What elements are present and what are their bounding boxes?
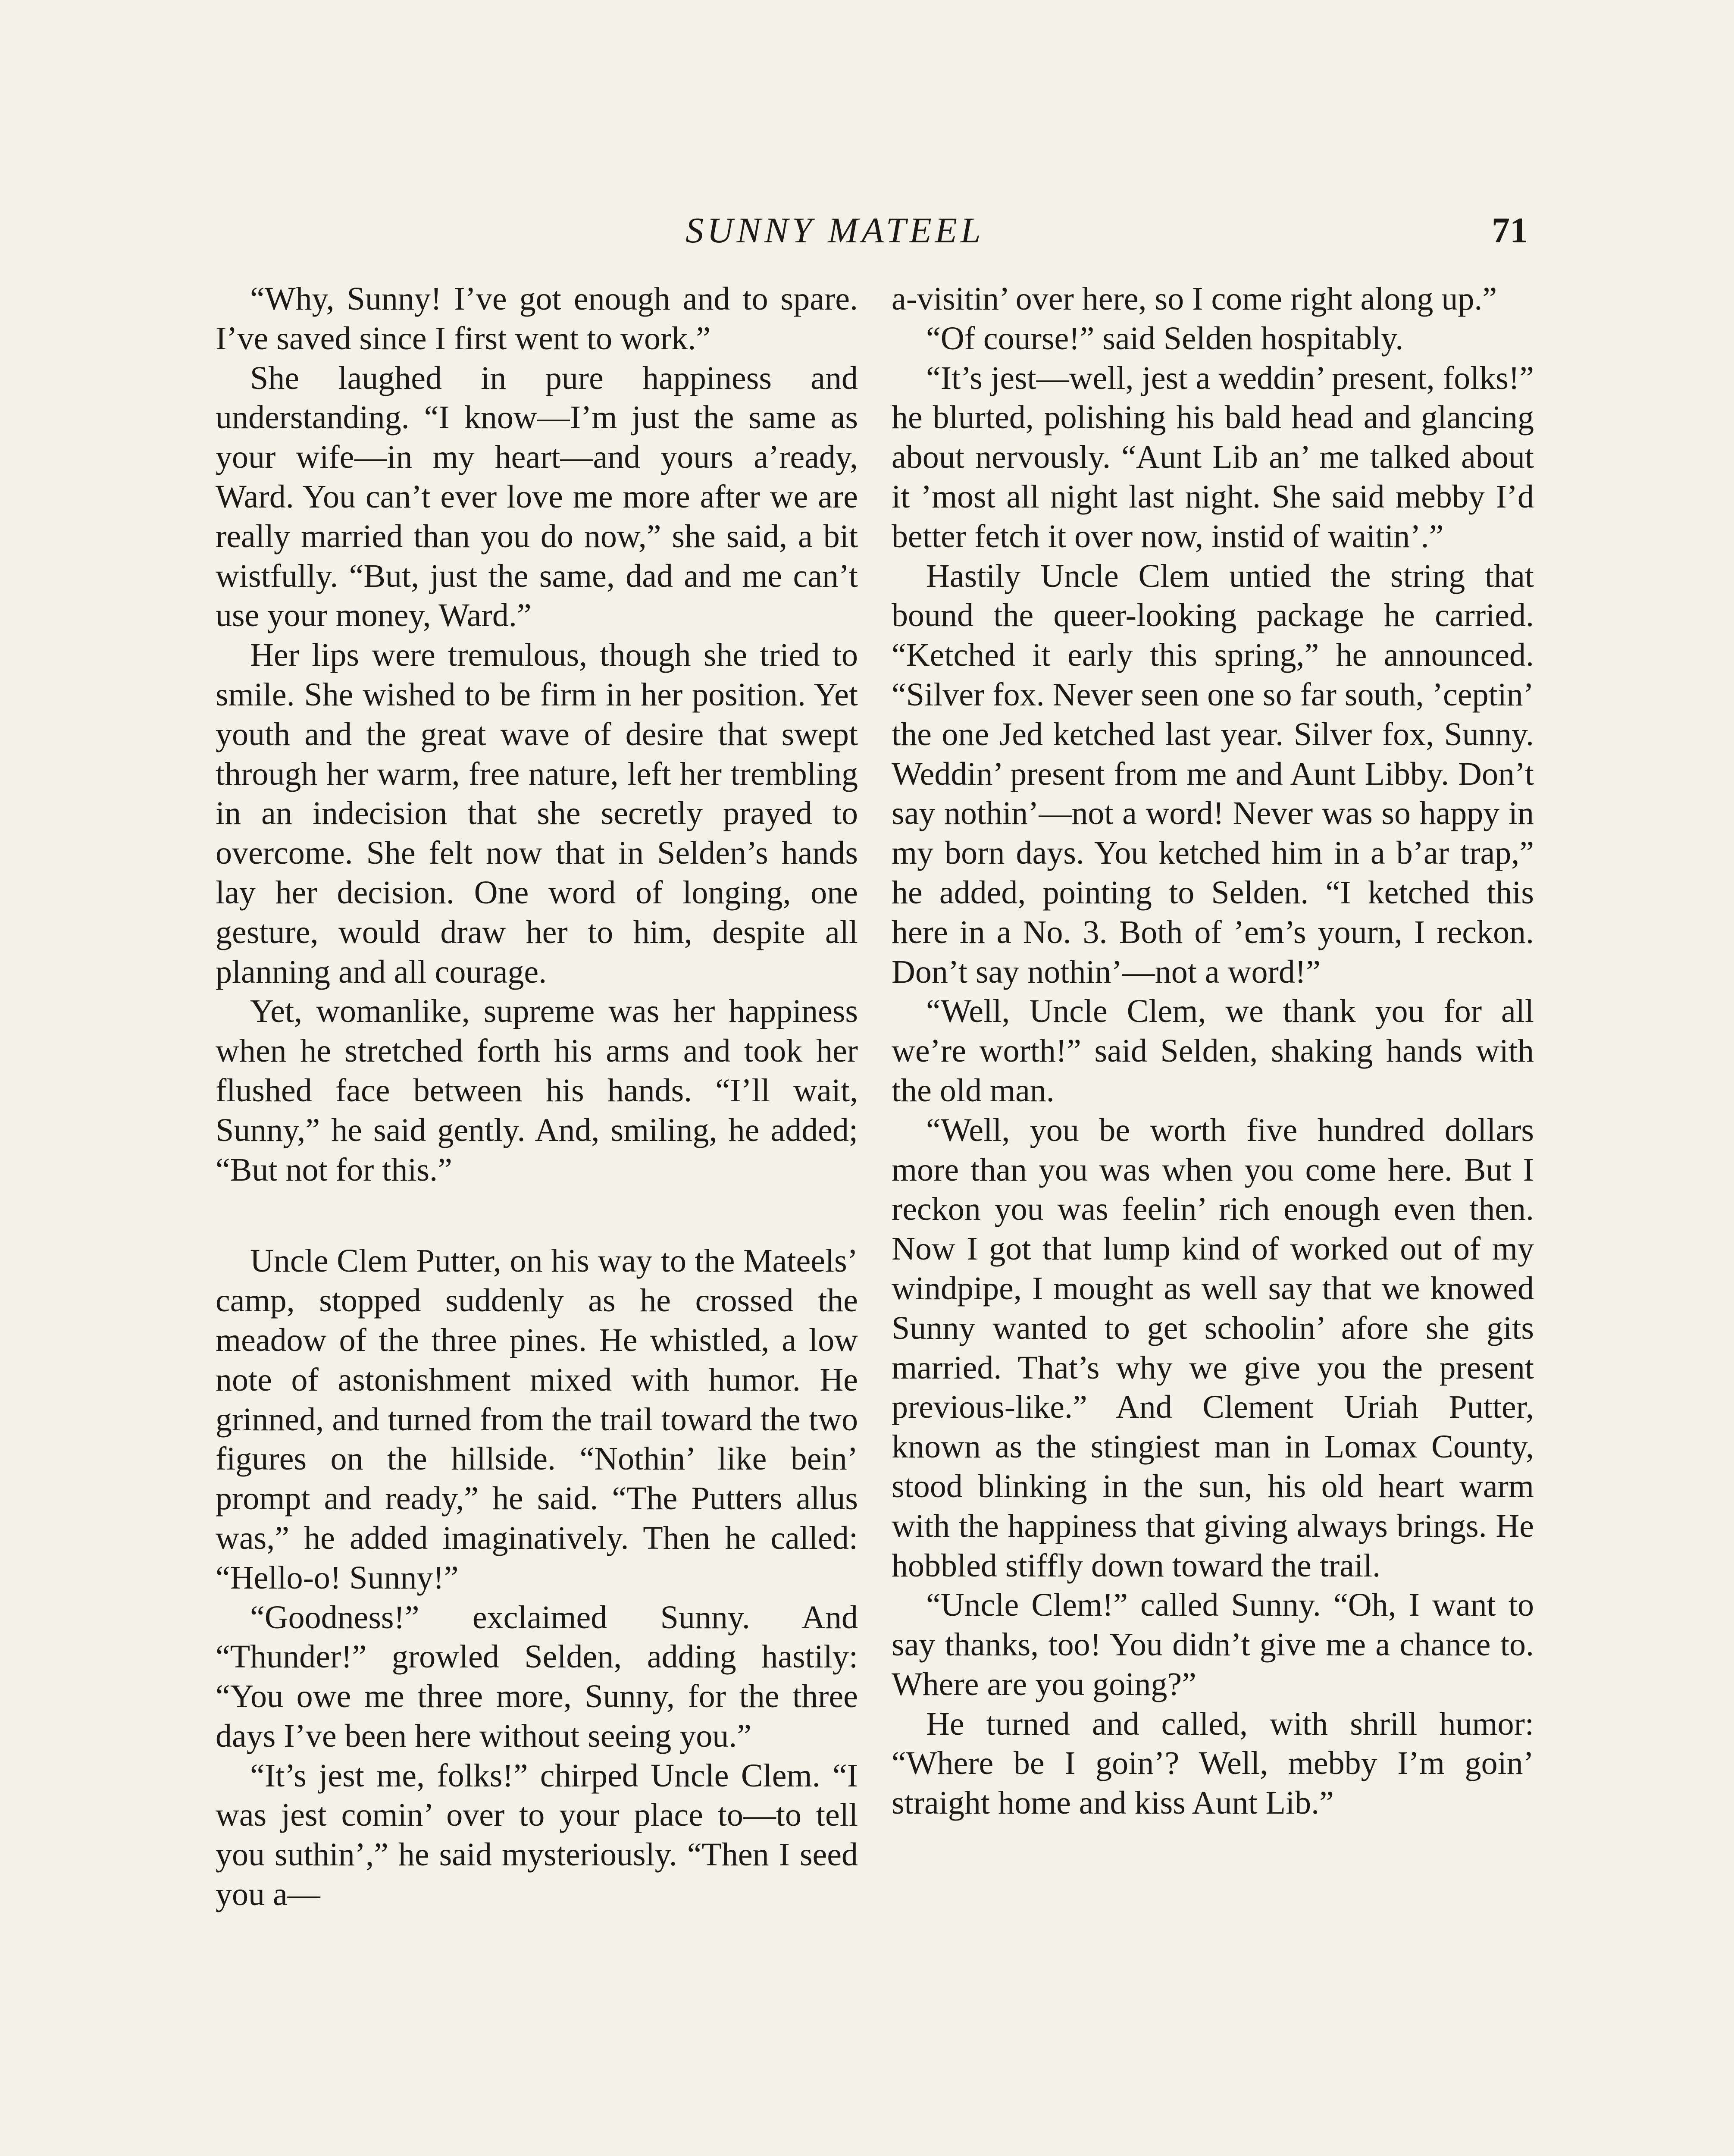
paragraph: “Well, you be worth five hundred dollars more than you was when you come here. But I reckon you was feelin’ rich enough even then. Now I got that lump kind of worked out of my windpipe, I mought as well say that we knowed Sunny wanted to get schoolin’ afore she gits married. That’s why we give you the present previous-like.” And Clement Uriah Putter, known as the stingiest man in Lomax County, stood blinking in the sun, his old heart warm with the happiness that giving always brings. He hobbled stiffly down toward the trail. xyxy=(892,1112,1534,1584)
paragraph: a-visitin’ over here, so I come right along up.” xyxy=(892,281,1497,317)
paragraph: “Uncle Clem!” called Sunny. “Oh, I want to say thanks, too! You didn’t give me a chance to. Where are you going?” xyxy=(892,1587,1534,1702)
paragraph: “It’s jest—well, jest a weddin’ present, folks!” he blurted, polishing his bald head and glancing about nervously. “Aunt Lib an’ me talked about it ’most all night last night. She said mebby I’d better fetch it over now, instid of waitin’.” xyxy=(892,360,1534,555)
left-column xyxy=(216,279,858,1915)
paragraph: Hastily Uncle Clem untied the string that bound the queer-looking package he carried. “Ketched it early this spring,” he announced. “Silver fox. Never seen one so far south, ’ceptin’ the one Jed ketched last year. Silver fox, Sunny. Weddin’ present from me and Aunt Libby. Don’t say nothin’—not a word! Never was so happy in my born days. You ketched him in a b’ar trap,” he added, pointing to Selden. “I ketched this here in a No. 3. Both of ’em’s yourn, I reckon. Don’t say nothin’—not a word!” xyxy=(892,558,1534,990)
paragraph: Uncle Clem Putter, on his way to the Mateels’ camp, stopped suddenly as he crossed the meadow of the three pines. He whistled, a low note of astonishment mixed with humor. He grinned, and turned from the trail toward the two figures on the hillside. “Nothin’ like bein’ prompt and ready,” he said. “The Putters allus was,” he added imaginatively. Then he called: “Hello-o! Sunny!” xyxy=(216,1243,858,1596)
paragraph: Yet, womanlike, supreme was her happiness when he stretched forth his arms and took her flushed face between his hands. “I’ll wait, Sunny,” he said gently. And, smiling, he added; “But not for this.” xyxy=(216,993,858,1188)
right-column xyxy=(892,279,1534,1823)
running-title: SUNNY MATEEL xyxy=(685,210,984,251)
paragraph: “Of course!” said Selden hospitably. xyxy=(926,320,1404,357)
page-number: 71 xyxy=(1492,210,1528,251)
paragraph: “It’s jest me, folks!” chirped Uncle Clem. “I was jest comin’ over to your place to—to tell you suthin’,” he said mysteriously. “Then I seed you a— xyxy=(216,1757,858,1913)
running-head xyxy=(0,203,1734,259)
paragraph: She laughed in pure happiness and understanding. “I know—I’m just the same as your wife—in my heart—and yours a’ready, Ward. You can’t ever love me more after we are really married than you do now,” she said, a bit wistfully. “But, just the same, dad and me can’t use your money, Ward.” xyxy=(216,360,858,634)
paragraph: “Well, Uncle Clem, we thank you for all we’re worth!” said Selden, shaking hands with the old man. xyxy=(892,993,1534,1109)
paragraph: Her lips were tremulous, though she tried to smile. She wished to be firm in her position. Yet youth and the great wave of desire that swept through her warm, free nature, left her trembling in an indecision that she secretly prayed to overcome. She felt now that in Selden’s hands lay her decision. One word of longing, one gesture, would draw her to him, despite all planning and all courage. xyxy=(216,637,858,990)
paragraph: He turned and called, with shrill humor: “Where be I goin’? Well, mebby I’m goin’ straight home and kiss Aunt Lib.” xyxy=(892,1705,1534,1821)
paragraph: “Why, Sunny! I’ve got enough and to spare. I’ve saved since I first went to work.” xyxy=(216,281,858,357)
paragraph: “Goodness!” exclaimed Sunny. And “Thunder!” growled Selden, adding hastily: “You owe me three more, Sunny, for the three days I’ve been here without seeing you.” xyxy=(216,1599,858,1754)
